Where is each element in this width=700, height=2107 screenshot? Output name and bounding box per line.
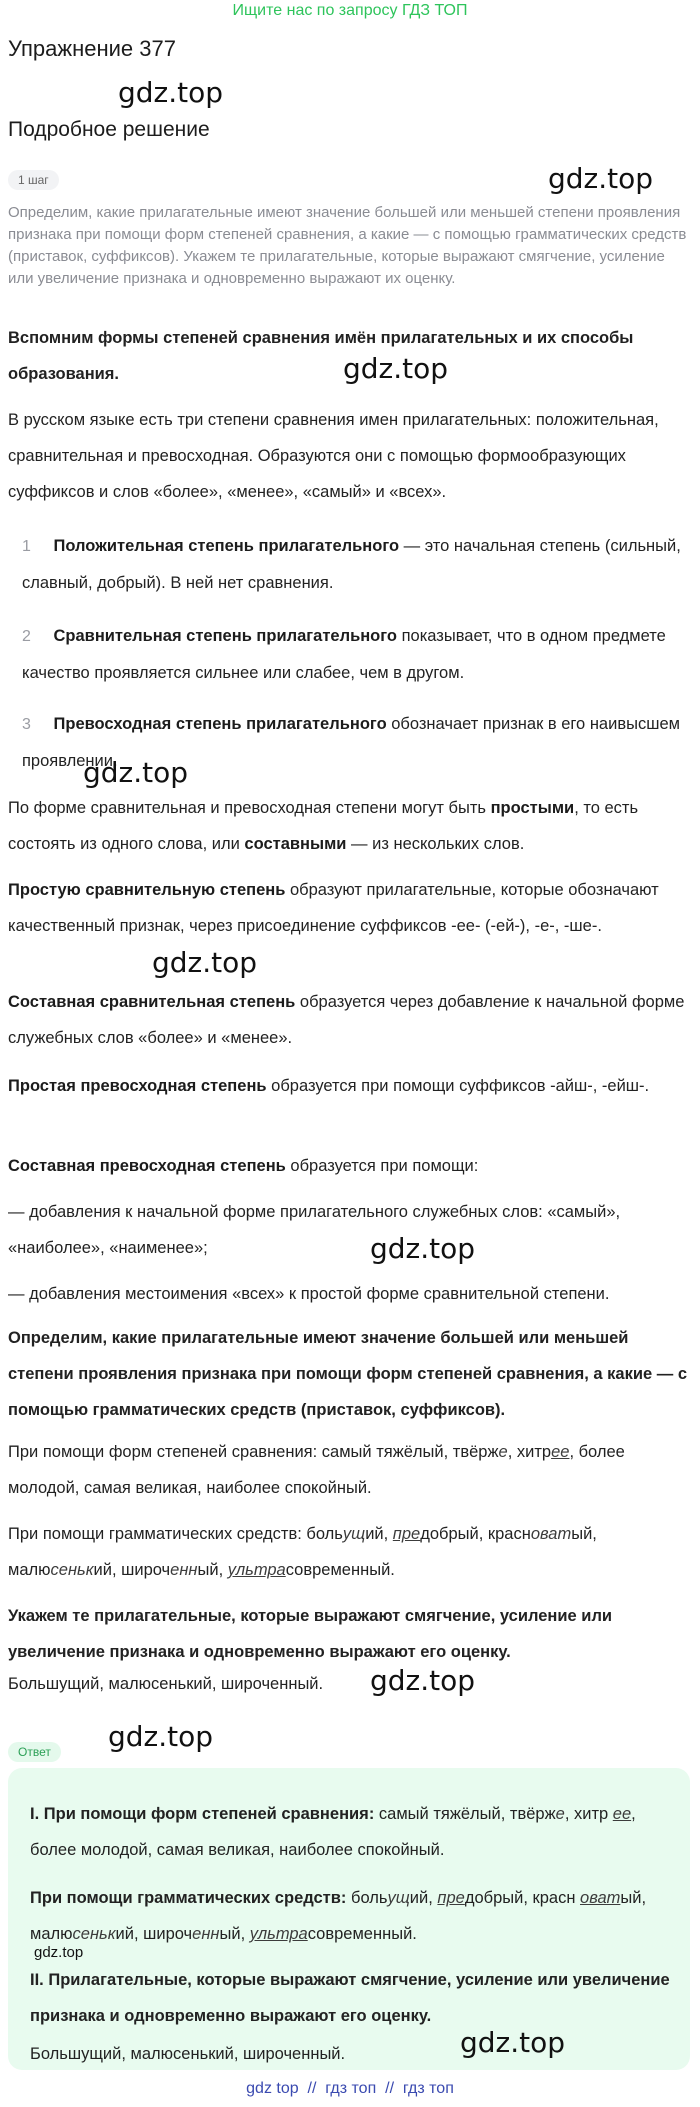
list-text: — это начальная степень (сильный, славный, добрый). В ней нет сравнения. [22,537,681,592]
list-term: Сравнительная степень прилагательного [53,627,397,645]
watermark: gdz.top [460,2026,566,2059]
paragraph-three-degrees: В русском языке есть три степени сравнения имен прилагательных: положительная, сравнительная и превосходная. Образуются они с помощью формообразующих суффиксов и слов «более», «менее», «самый» и «всех». [8,411,659,501]
answer-badge: Ответ [8,1742,61,1762]
list-item [22,618,686,691]
intro-text: Определим, какие прилагательные имеют значение большей или меньшей степени проявления признака при помощи форм степеней сравнения, а какие — с помощью грамматических средств (приставок, суффиксов). Укажем те прилагательные, которые выражают смягчение, усиление или увеличение признака и одновременно выражают их оценку. [8,204,687,287]
heading-indicate: Укажем те прилагательные, которые выражают смягчение, усиление или увеличение признака и одновременно выражают его оценку. [8,1607,613,1661]
paragraph-form: По форме сравнительная и превосходная степени могут быть простыми, то есть состоять из одного слова, или составными — из нескольких слов. [8,799,639,853]
answer-grammar-means: При помощи грамматических средств: больущий, предобрый, красн оватый, малюсенький, широченный, ультрасовременный. [30,1889,647,1943]
paragraph-compound-superlative: Составная превосходная степень образуется при помощи: [8,1157,479,1175]
answer-part-one: I. При помощи форм степеней сравнения: самый тяжёлый, твёрже, хитр ее, более молодой, самая великая, наиболее спокойный. [30,1805,636,1859]
top-search-link[interactable]: Ищите нас по запросу ГДЗ ТОП [232,2,468,19]
list-item [22,528,686,601]
list-text: показывает, что в одном предмете качество проявляется сильнее или слабее, чем в другом. [22,627,666,682]
watermark: gdz.top [83,756,189,789]
watermark: gdz.top [118,76,224,109]
paragraph-dash-1: — добавления к начальной форме прилагательного служебных слов: «самый», «наиболее», «наименее»; [8,1203,621,1257]
paragraph-list: Большущий, малюсенький, широченный. [8,1675,324,1693]
step-badge: 1 шаг [8,170,59,190]
watermark: gdz.top [108,1720,214,1753]
list-term: Превосходная степень прилагательного [53,715,387,733]
list-number: 3 [22,716,31,733]
paragraph-simple-superlative: Простая превосходная степень образуется при помощи суффиксов -айш-, -ейш-. [8,1077,650,1095]
paragraph-dash-2: — добавления местоимения «всех» к простой форме сравнительной степени. [8,1285,610,1303]
list-number: 2 [22,628,31,645]
exercise-title: Упражнение 377 [8,36,176,61]
watermark: gdz.top [548,162,654,195]
list-text: обозначает признак в его наивысшем проявлении. [22,715,680,770]
paragraph-comparison-forms: При помощи форм степеней сравнения: самый тяжёлый, твёрже, хитрее, более молодой, самая великая, наиболее спокойный. [8,1443,625,1497]
heading-recall: Вспомним формы степеней сравнения имён прилагательных и их способы образования. [8,329,634,383]
watermark: gdz.top [343,352,449,385]
footer-links[interactable]: gdz top // гдз топ // гдз топ [246,2080,454,2097]
watermark: gdz.top [370,1664,476,1697]
heading-define: Определим, какие прилагательные имеют значение большей или меньшей степени проявления признака при помощи форм степеней сравнения, а какие — с помощью грамматических средств (приставок, суффиксов). [8,1329,687,1419]
paragraph-grammar-means: При помощи грамматических средств: больущий, предобрый, красноватый, малюсенький, широченный, ультрасовременный. [8,1525,597,1579]
paragraph-simple-comparative: Простую сравнительную степень образуют прилагательные, которые обозначают качественный признак, через присоединение суффиксов -ее- (-ей-), -е-, -ше-. [8,881,659,935]
list-number: 1 [22,538,31,555]
list-term: Положительная степень прилагательного [53,537,400,555]
paragraph-compound-comparative: Составная сравнительная степень образуется через добавление к начальной форме служебных слов «более» и «менее». [8,993,685,1047]
watermark: gdz.top [152,946,258,979]
solution-title: Подробное решение [8,118,210,141]
watermark: gdz.top [370,1232,476,1265]
answer-part-two: II. Прилагательные, которые выражают смягчение, усиление или увеличение признака и одновременно выражают его оценку. [30,1971,670,2025]
watermark: gdz.top [34,1944,84,1961]
answer-list: Большущий, малюсенький, широченный. [30,2045,346,2063]
